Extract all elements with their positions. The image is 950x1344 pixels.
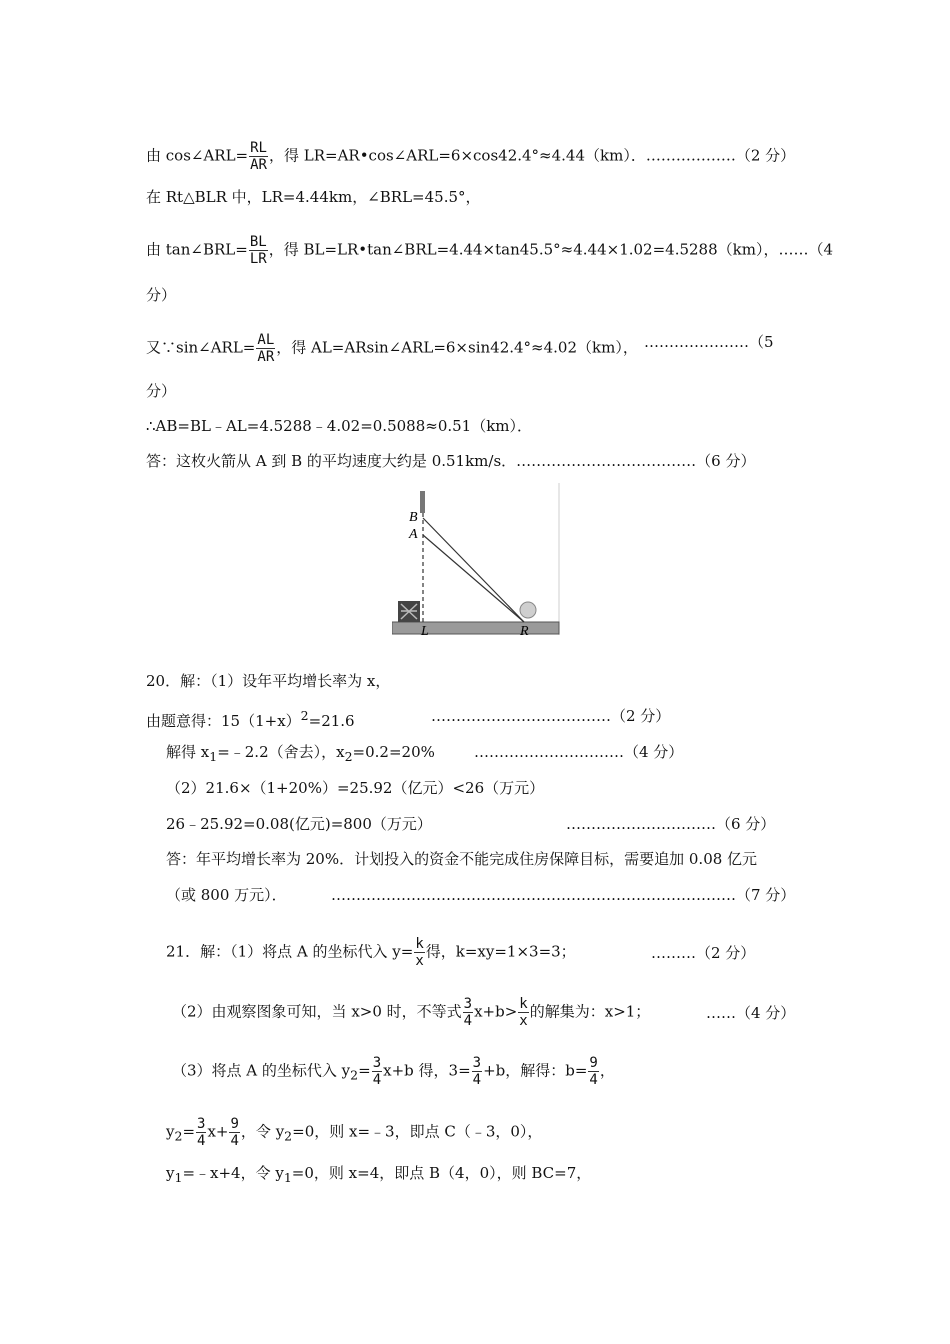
sol20-line-1: 20．解：（1）设年平均增长率为 x， [146,672,391,690]
text: 的解集为：x>1； [529,1002,651,1021]
numerator: 3 [197,1116,206,1132]
numerator: k [415,936,424,952]
label-l: L [421,624,429,636]
numerator: 9 [230,1116,239,1132]
subscript: 1 [174,1170,183,1185]
fraction-9-4 [588,1055,598,1088]
sol21-line-5 [166,1163,591,1188]
numerator: RL [250,140,267,156]
sol20-line-2-dots: ………………………………（2 分） [431,707,671,725]
text: 得，k=xy=1×3=3； [425,942,576,961]
sol21-line-2-dots: ……（4 分） [706,1004,796,1022]
denominator: 4 [472,1072,482,1088]
text: =21.6 [308,712,355,730]
label-a: A [409,527,418,542]
sol19-line-sin [146,332,638,365]
denominator: 4 [372,1072,382,1088]
sol20-line-5: 26﹣25.92=0.08(亿元)=800（万元） [166,815,432,833]
text: （3）将点 A 的坐标代入 y [172,1061,351,1080]
numerator: 9 [589,1055,598,1071]
text: 又∵sin∠ARL= [146,338,256,357]
fraction-3-4 [196,1116,206,1149]
sol19-line-tan [146,234,833,267]
numerator: BL [249,234,267,250]
rocket-icon [420,491,425,513]
fraction-k-x [518,996,528,1029]
text: 由 cos∠ARL= [146,146,249,165]
rocket-diagram [392,483,560,636]
text: =﹣x+4，令 y [182,1164,284,1182]
fraction-3-4 [463,996,473,1029]
sol21-line-4 [166,1116,542,1149]
fraction-al-ar [256,332,275,365]
fraction-rl-ar [249,140,268,173]
sol20-line-3 [166,742,435,767]
numerator: 3 [472,1055,482,1071]
denominator: x [415,953,424,969]
subscript: 2 [174,1128,183,1144]
sol21-line-3 [172,1055,615,1088]
text: ， [599,1061,615,1080]
subscript: 1 [209,749,218,764]
sol19-line-ab: ∴AB=BL﹣AL=4.5288﹣4.02=0.5088≈0.51（km）． [146,417,533,435]
superscript: 2 [300,708,309,723]
sol19-line-sin-cont: 分） [146,382,177,400]
sol19-line-sin-dots: …………………（5 [644,333,774,351]
text: =0，则 x=﹣3，即点 C（﹣3，0）， [292,1122,543,1141]
text: =﹣2.2（舍去），x [217,743,345,761]
label-b: B [409,510,418,525]
text: ，得 AL=ARsin∠ARL=6×sin42.4°≈4.02（km）， [276,338,638,357]
fraction-3-4 [472,1055,482,1088]
label-r: R [520,624,529,636]
sol20-line-4: （2）21.6×（1+20%）=25.92（亿元）<26（万元） [166,779,545,797]
fraction-bl-lr [249,234,268,267]
subscript: 2 [350,1067,359,1083]
text: = [182,1122,196,1141]
denominator: 4 [463,1013,473,1029]
text: 解得 x [166,743,210,761]
sol20-line-7: （或 800 万元）． [166,886,287,904]
text: （2）由观察图象可知，当 x>0 时，不等式 [172,1002,462,1021]
sol20-line-6: 答：年平均增长率为 20%．计划投入的资金不能完成住房保障目标，需要追加 0.08 亿元 [166,850,758,868]
text: x+ [207,1122,229,1141]
numerator: 3 [463,996,473,1012]
fraction-k-x [414,936,424,969]
subscript: 1 [283,1170,292,1185]
denominator: 4 [589,1072,598,1088]
denominator: AR [257,349,275,365]
denominator: 4 [197,1133,206,1149]
sol19-line-tan-cont: 分） [146,286,177,304]
denominator: 4 [230,1133,239,1149]
numerator: k [519,996,528,1012]
text: y [166,1164,175,1182]
text: y [166,1122,175,1141]
sol19-line-cos [146,140,795,173]
sol20-line-5-dots: …………………………（6 分） [566,815,776,833]
rocket-figure [392,483,560,636]
text: =0，则 x=4，即点 B（4，0），则 BC=7， [291,1164,592,1182]
sol19-line-rt: 在 Rt△BLR 中，LR=4.44km，∠BRL=45.5°， [146,188,481,206]
text: = [358,1061,371,1080]
sol19-answer: 答：这枚火箭从 A 到 B 的平均速度大约是 0.51km/s．………………………………（6 分） [146,452,756,470]
numerator: AL [257,332,275,348]
denominator: x [519,1013,528,1029]
text: x+b> [474,1002,518,1021]
sol20-line-7-dots: ………………………………………………………………………（7 分） [331,886,796,904]
text: +b，解得：b= [483,1061,588,1080]
sol20-line-3-dots: …………………………（4 分） [474,743,684,761]
text: 由题意得：15（1+x） [146,712,301,730]
sol20-line-2 [146,706,355,731]
sol21-line-1-dots: ………（2 分） [651,944,756,962]
text: 由 tan∠BRL= [146,240,248,259]
text: ，得 LR=AR•cos∠ARL=6×cos42.4°≈4.44（km）．………………（2 分） [268,146,796,165]
subscript: 2 [284,1128,293,1144]
radar-icon [520,602,536,618]
subscript: 2 [344,749,353,764]
fraction-9-4 [229,1116,239,1149]
text: x+b 得，3= [383,1061,471,1080]
sol21-line-2 [172,996,650,1029]
text: ，得 BL=LR•tan∠BRL=4.44×tan45.5°≈4.44×1.02=4.5288（km），……（4 [268,240,833,259]
ground [392,622,559,634]
text: ，令 y [240,1122,285,1141]
denominator: LR [249,251,267,267]
text: 21．解：（1）将点 A 的坐标代入 y= [166,942,414,961]
sol21-line-1 [166,936,576,969]
text: =0.2=20% [352,743,435,761]
fraction-3-4 [372,1055,382,1088]
denominator: AR [250,157,267,173]
numerator: 3 [372,1055,382,1071]
